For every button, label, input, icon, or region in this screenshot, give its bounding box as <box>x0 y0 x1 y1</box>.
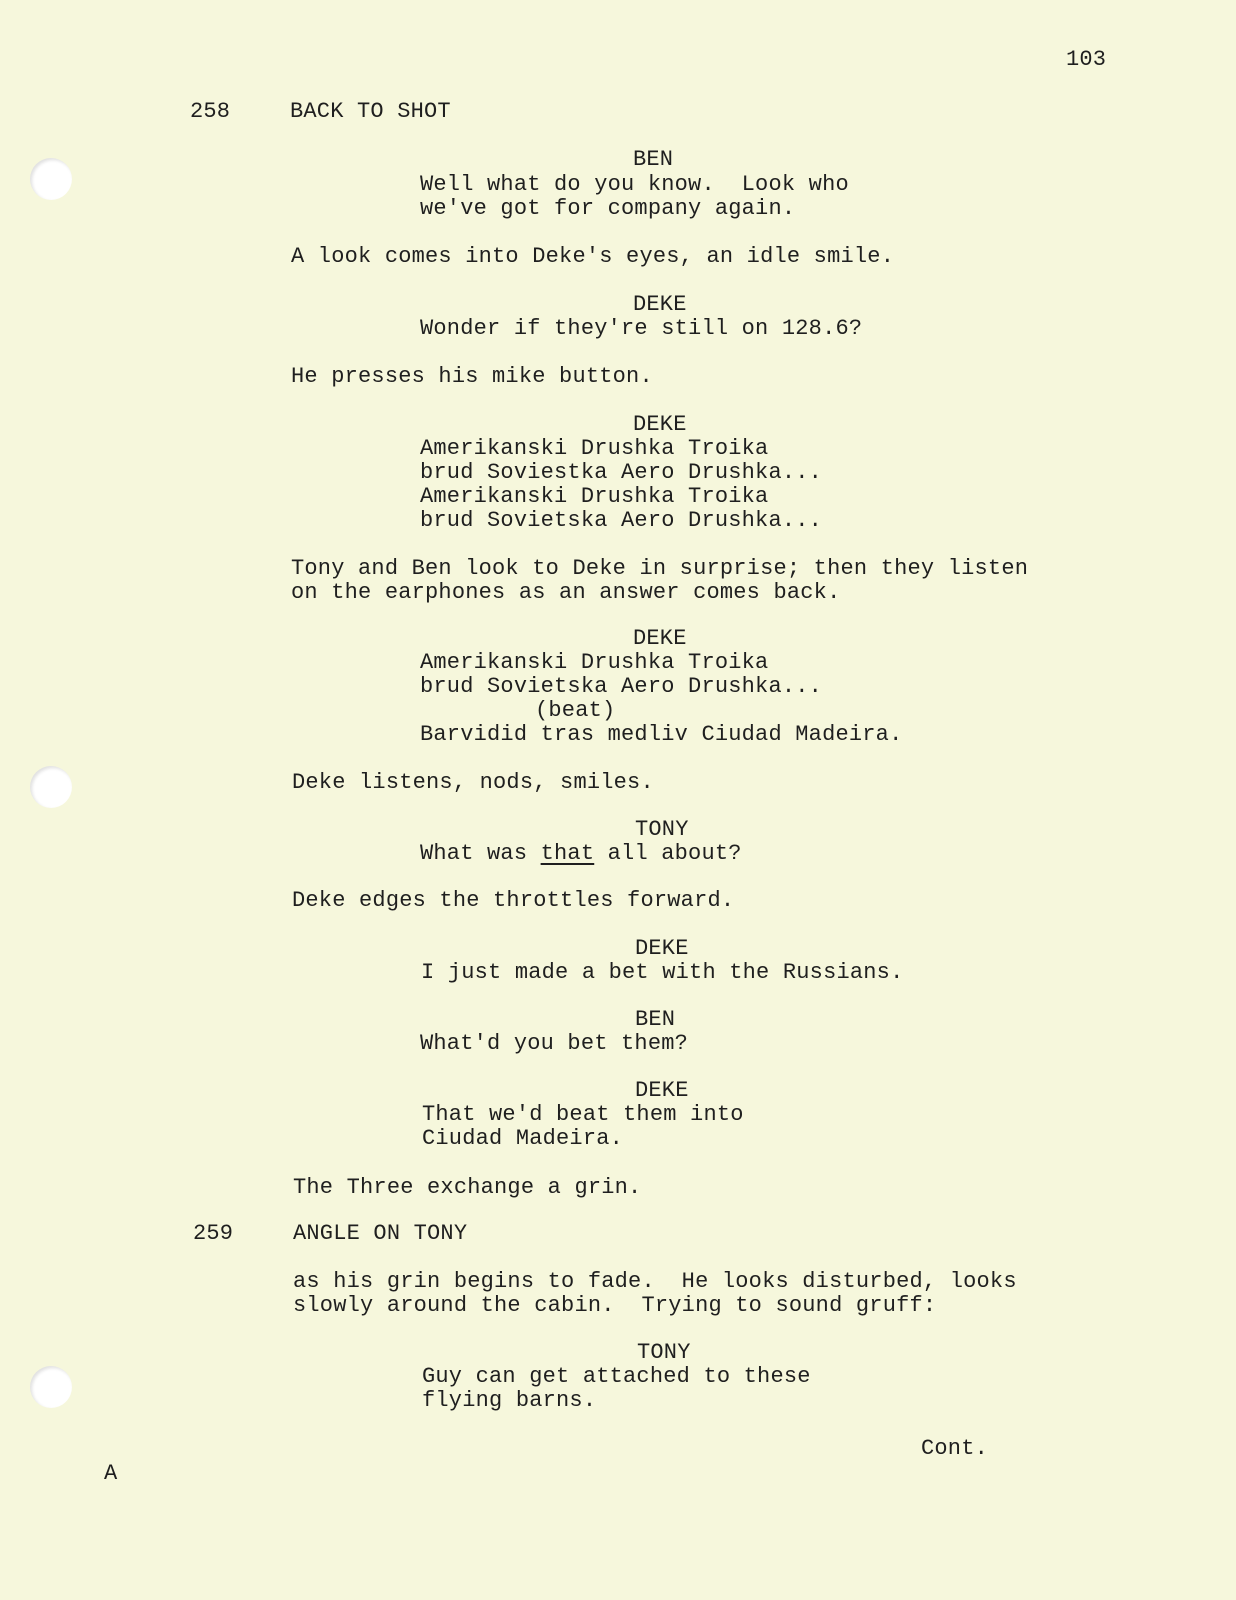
dialogue-line: That we'd beat them into <box>422 1102 744 1127</box>
scene-number: 259 <box>193 1221 234 1246</box>
dialogue-line: we've got for company again. <box>420 196 796 221</box>
dialogue-line: brud Soviestka Aero Drushka... <box>420 460 823 485</box>
footer-mark: A <box>104 1461 118 1486</box>
action-line: A look comes into Deke's eyes, an idle smile. <box>291 244 895 269</box>
scene-heading: ANGLE ON TONY <box>293 1221 468 1246</box>
scene-heading: BACK TO SHOT <box>290 99 451 124</box>
dialogue-line: Well what do you know. Look who <box>420 172 849 197</box>
dialogue-line: What'd you bet them? <box>420 1031 689 1056</box>
dialogue-line: Amerikanski Drushka Troika <box>420 436 769 461</box>
dialogue-line: Barvidid tras medliv Ciudad Madeira. <box>420 722 903 747</box>
binder-hole-top <box>30 158 72 200</box>
parenthetical: (beat) <box>535 698 616 723</box>
dialogue-line: I just made a bet with the Russians. <box>421 960 904 985</box>
binder-hole-middle <box>30 766 72 808</box>
dialogue-line <box>420 842 742 866</box>
action-line: on the earphones as an answer comes back. <box>291 580 841 605</box>
action-line: The Three exchange a grin. <box>293 1175 642 1200</box>
character-name: DEKE <box>633 292 687 317</box>
character-name: DEKE <box>633 412 687 437</box>
character-name: DEKE <box>635 1078 689 1103</box>
action-line: Deke edges the throttles forward. <box>292 888 735 913</box>
character-name: TONY <box>635 817 689 842</box>
dialogue-line: Ciudad Madeira. <box>422 1126 624 1151</box>
scene-number: 258 <box>190 99 231 124</box>
action-line: slowly around the cabin. Trying to sound gruff: <box>293 1293 937 1318</box>
character-name: BEN <box>635 1007 676 1032</box>
action-line: Tony and Ben look to Deke in surprise; then they listen <box>291 556 1029 581</box>
dialogue-text: all about? <box>594 841 742 866</box>
dialogue-line: Amerikanski Drushka Troika <box>420 484 769 509</box>
dialogue-line: Amerikanski Drushka Troika <box>420 650 769 675</box>
binder-hole-bottom <box>30 1366 72 1408</box>
action-line: He presses his mike button. <box>291 364 653 389</box>
character-name: TONY <box>637 1340 691 1365</box>
action-line: as his grin begins to fade. He looks disturbed, looks <box>293 1269 1017 1294</box>
dialogue-line: brud Sovietska Aero Drushka... <box>420 508 823 533</box>
dialogue-text: What was <box>420 841 541 866</box>
character-name: DEKE <box>633 626 687 651</box>
underlined-word: that <box>540 841 595 866</box>
dialogue-line: Guy can get attached to these <box>422 1364 811 1389</box>
dialogue-line: flying barns. <box>422 1388 597 1413</box>
continued-marker: Cont. <box>921 1436 989 1461</box>
character-name: DEKE <box>635 936 689 961</box>
dialogue-line: Wonder if they're still on 128.6? <box>420 316 863 341</box>
page-number: 103 <box>1066 47 1107 72</box>
character-name: BEN <box>633 147 674 172</box>
dialogue-line: brud Sovietska Aero Drushka... <box>420 674 823 699</box>
action-line: Deke listens, nods, smiles. <box>292 770 654 795</box>
